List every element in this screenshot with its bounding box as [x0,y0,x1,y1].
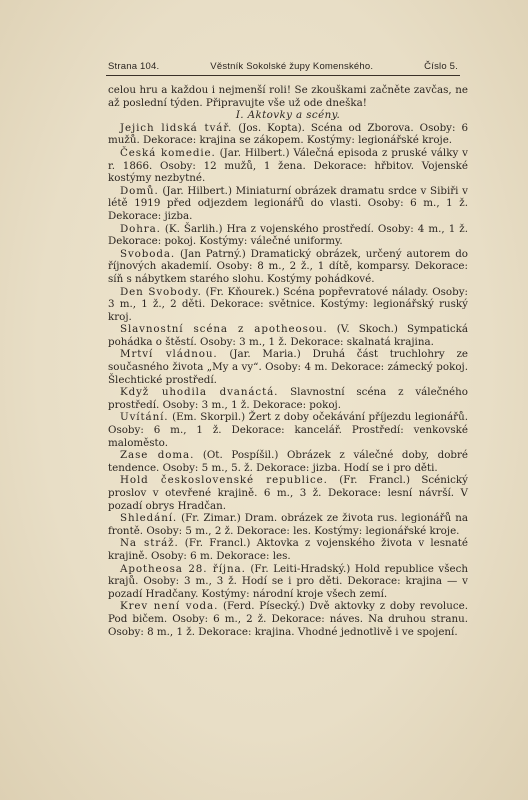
play-title: Na stráž. [120,537,179,550]
issue-number: Číslo 5. [424,61,458,72]
play-title: Dohra. [120,222,161,235]
play-description: (Fr. Kňourek.) Scéna popřevratové nálady. Osoby: 3 m., 1 ž., 2 děti. Dekorace: světnice. Kostýmy: legionářský ruský kroj. [108,285,469,323]
play-description: (Em. Skorpil.) Žert z doby očekávání příjezdu legionářů. Osoby: 6 m., 1 ž. Dekorace: kancelář. Prostředí: venkovské maloměsto. [108,411,468,449]
play-entry [108,449,468,474]
play-description: (Jan Patrný.) Dramatický obrázek, určený autorem do říjnových akademií. Osoby: 8 m., 2 ž., 1 dítě, komparsy. Dekorace: síň s nábytkem starého slohu. Kostýmy pohádkové. [108,247,468,285]
play-entry [108,537,468,562]
play-entry [108,286,468,324]
play-title: Zase doma. [120,449,195,462]
section-title: I. Aktovky a scény. [235,109,341,122]
play-entry [108,512,468,537]
play-description: Slavnostní scéna z válečného prostředí. Osoby: 3 m., 1 ž. Dekorace: pokoj. [108,386,468,411]
play-description: (Fr. Francl.) Scénický proslov v otevřené krajině. 6 m., 3 ž. Dekorace: lesní návrší. V pozadí obrys Hradčan. [108,474,468,512]
play-entry [108,147,468,185]
play-entry [108,185,468,223]
play-description: (Jar. Hilbert.) Miniaturní obrázek dramatu srdce v Sibiři v létě 1919 před odjezdem legionářů do vlasti. Osoby: 6 m., 1 ž. Dekorace: jizba. [108,184,468,222]
play-title: Den Svobody. [120,285,202,298]
play-description: (Jos. Kopta). Scéna od Zborova. Osoby: 6 mužů. Dekorace: krajina se zákopem. Kostýmy: legionářské kroje. [108,121,468,147]
play-entry [108,223,468,248]
play-title: Svoboda. [120,247,176,260]
play-entry [108,600,468,638]
play-title: Jejich lidská tvář. [120,121,233,134]
play-title: Domů. [120,184,159,197]
play-description: (Fr. Leiti-Hradský.) Hold republice všech krajů. Osoby: 3 m., 3 ž. Hodí se i pro děti. Dekorace: krajina — v pozadí Hradčany. Kostýmy: národní kroje všech zemí. [108,562,468,600]
play-entry [108,323,468,348]
play-description: (Jar. Maria.) Druhá část truchlohry ze současného života „My a vy“. Osoby: 4 m. Dekorace: zámecký pokoj. Šlechtické prostředí. [108,348,468,386]
play-entry [108,386,468,411]
play-entry [108,563,468,601]
play-entry [108,348,468,386]
play-description: (Jar. Hilbert.) Válečná episoda z pruské války v r. 1866. Osoby: 12 mužů, 1 žena. Dekorace: hřbitov. Vojenské kostýmy nezbytné. [108,146,468,185]
play-title: Slavnostní scéna z apotheosou. [120,323,328,336]
play-description: (Ot. Pospíšil.) Obrázek z válečné doby, dobré tendence. Osoby: 5 m., 5. ž. Dekorace: jizba. Hodí se i pro děti. [108,449,468,474]
play-description: (K. Šarlih.) Hra z vojenského prostředí. Osoby: 4 m., 1 ž. Dekorace: pokoj. Kostýmy: válečné uniformy. [108,222,468,248]
play-description: (Fr. Zimar.) Dram. obrázek ze života rus. legionářů na frontě. Osoby: 5 m., 2 ž. Dekorace: les. Kostýmy: legionářské kroje. [108,512,468,537]
play-title: Shledání. [120,512,178,525]
play-title: Česká komedie. [120,146,216,159]
play-title: Krev není voda. [120,600,219,613]
play-title: Když uhodila dvanáctá. [120,386,279,399]
play-entry [108,122,468,147]
play-title: Hold československé republice. [120,474,328,487]
play-title: Mrtví vládnou. [120,348,218,361]
play-description: (Ferd. Písecký.) Dvě aktovky z doby revoluce. Pod bičem. Osoby: 6 m., 2 ž. Dekorace: náves. Na druhou stranu. Osoby: 8 m., 1 ž. Dekorace: krajina. Vhodné jednotlivě i ve spojení. [108,600,468,638]
intro-paragraph: celou hru a každou i nejmenší roli! Se zkouškami začněte zavčas, ne až poslední týden. Připravujte vše už ode dneška! [108,84,468,109]
play-description: (V. Skoch.) Sympatická pohádka o štěstí. Osoby: 3 m., 1 ž. Dekorace: skalnatá krajina. [108,323,468,348]
play-title: Uvítání. [120,411,169,424]
article-body [108,84,468,638]
journal-title: Věstník Sokolské župy Komenského. [210,61,374,72]
header-rule [106,75,460,76]
play-description: (Fr. Francl.) Aktovka z vojenského života v lesnaté krajině. Osoby: 6 m. Dekorace: les. [108,537,469,562]
play-title: Apotheosa 28. října. [120,562,246,575]
play-entry [108,474,468,512]
page-number: Strana 104. [108,61,160,72]
play-entry [108,248,468,286]
running-header [108,61,458,72]
play-entry [108,411,468,449]
